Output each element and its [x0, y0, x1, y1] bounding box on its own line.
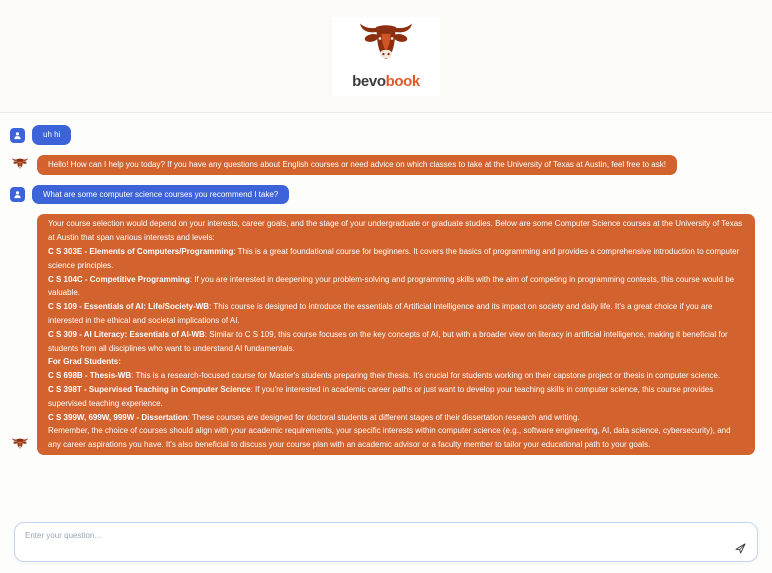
- message-text-line: C S 104C - Competitive Programming: If you are interested in deepening your problem-solving and programming skills with the aim of competing in programming contests, this course would be valuable.: [48, 274, 735, 298]
- user-avatar: [10, 187, 25, 202]
- longhorn-icon: [10, 157, 30, 173]
- bot-message-bubble: [37, 214, 755, 455]
- paper-plane-icon: [734, 542, 747, 555]
- message-text-line: uh hi: [43, 130, 61, 139]
- message-text-line: C S 399W, 699W, 999W - Dissertation: These courses are designed for doctoral students at different stages of their dissertation research and writing.: [48, 412, 580, 422]
- user-avatar: [10, 128, 25, 143]
- message-text-line: C S 698B - Thesis-WB: This is a research-focused course for Master's students preparing their thesis. It's crucial for students working on their capstone project or thesis in computer science.: [48, 371, 721, 381]
- chat-message-row-user: [10, 185, 762, 205]
- user-icon: [13, 190, 22, 199]
- longhorn-icon: [10, 437, 30, 453]
- message-text-line: C S 303E - Elements of Computers/Programming: This is a great foundational course for beginners. It covers the basics of programming and provides a comprehensive introduction to computer science principles.: [48, 246, 740, 270]
- brand-book: book: [385, 72, 420, 90]
- brand-bevo: bevo: [352, 72, 386, 90]
- message-text-line: C S 309 - AI Literacy: Essentials of AI-WB: Similar to C S 109, this course focuses on the key concepts of AI, but with a broader view on literacy in artificial intelligence, making it beneficial for students from all disciplines who want to understand AI fundamentals.: [48, 329, 728, 353]
- message-text-line: Your course selection would depend on your interests, career goals, and the stage of your undergraduate or graduate studies. Below are some Computer Science courses at the University of Texas at Austin that span various interests and levels:: [48, 219, 743, 243]
- message-text-line: C S 109 - Essentials of AI: Life/Society-WB: This course is designed to introduce the essentials of Artificial Intelligence and its impact on society and daily life. It's a great choice if you are interested in the ethical and societal implications of AI.: [48, 302, 713, 325]
- composer: [14, 522, 758, 562]
- message-text-line: For Grad Students:: [48, 357, 121, 367]
- question-input[interactable]: [15, 523, 757, 561]
- bot-message-bubble: [37, 155, 677, 175]
- chat-message-row-user: [10, 125, 762, 145]
- longhorn-logo-icon: [357, 20, 415, 72]
- user-message-bubble: [32, 185, 289, 205]
- chat-area: [0, 113, 772, 455]
- message-text-line: Remember, the choice of courses should align with your academic requirements, your specific interests within computer science (e.g., software engineering, AI, data science, cybersecurity), and any career aspirations you have. It's also beneficial to discuss your course plan with an academic advisor or a faculty member to tailor your educational path to your goals.: [48, 426, 731, 450]
- chat-message-row-bot: [10, 155, 762, 175]
- send-button[interactable]: [733, 541, 748, 556]
- user-message-bubble: [32, 125, 71, 145]
- bot-avatar: [10, 157, 30, 173]
- user-icon: [13, 131, 22, 140]
- chat-message-row-bot: [10, 214, 762, 455]
- logo: [332, 17, 440, 96]
- bot-avatar: [10, 437, 30, 453]
- header: [0, 0, 772, 113]
- message-text-line: C S 398T - Supervised Teaching in Computer Science: If you're interested in academic career paths or just want to develop your teaching skills in computer science, this course provides supervised teaching experience.: [48, 384, 714, 408]
- brand-wordmark: [352, 73, 420, 90]
- message-text-line: What are some computer science courses you recommend I take?: [43, 189, 279, 199]
- message-text-line: Hello! How can I help you today? If you have any questions about English courses or need advice on which classes to take at the University of Texas at Austin, feel free to ask!: [48, 159, 666, 169]
